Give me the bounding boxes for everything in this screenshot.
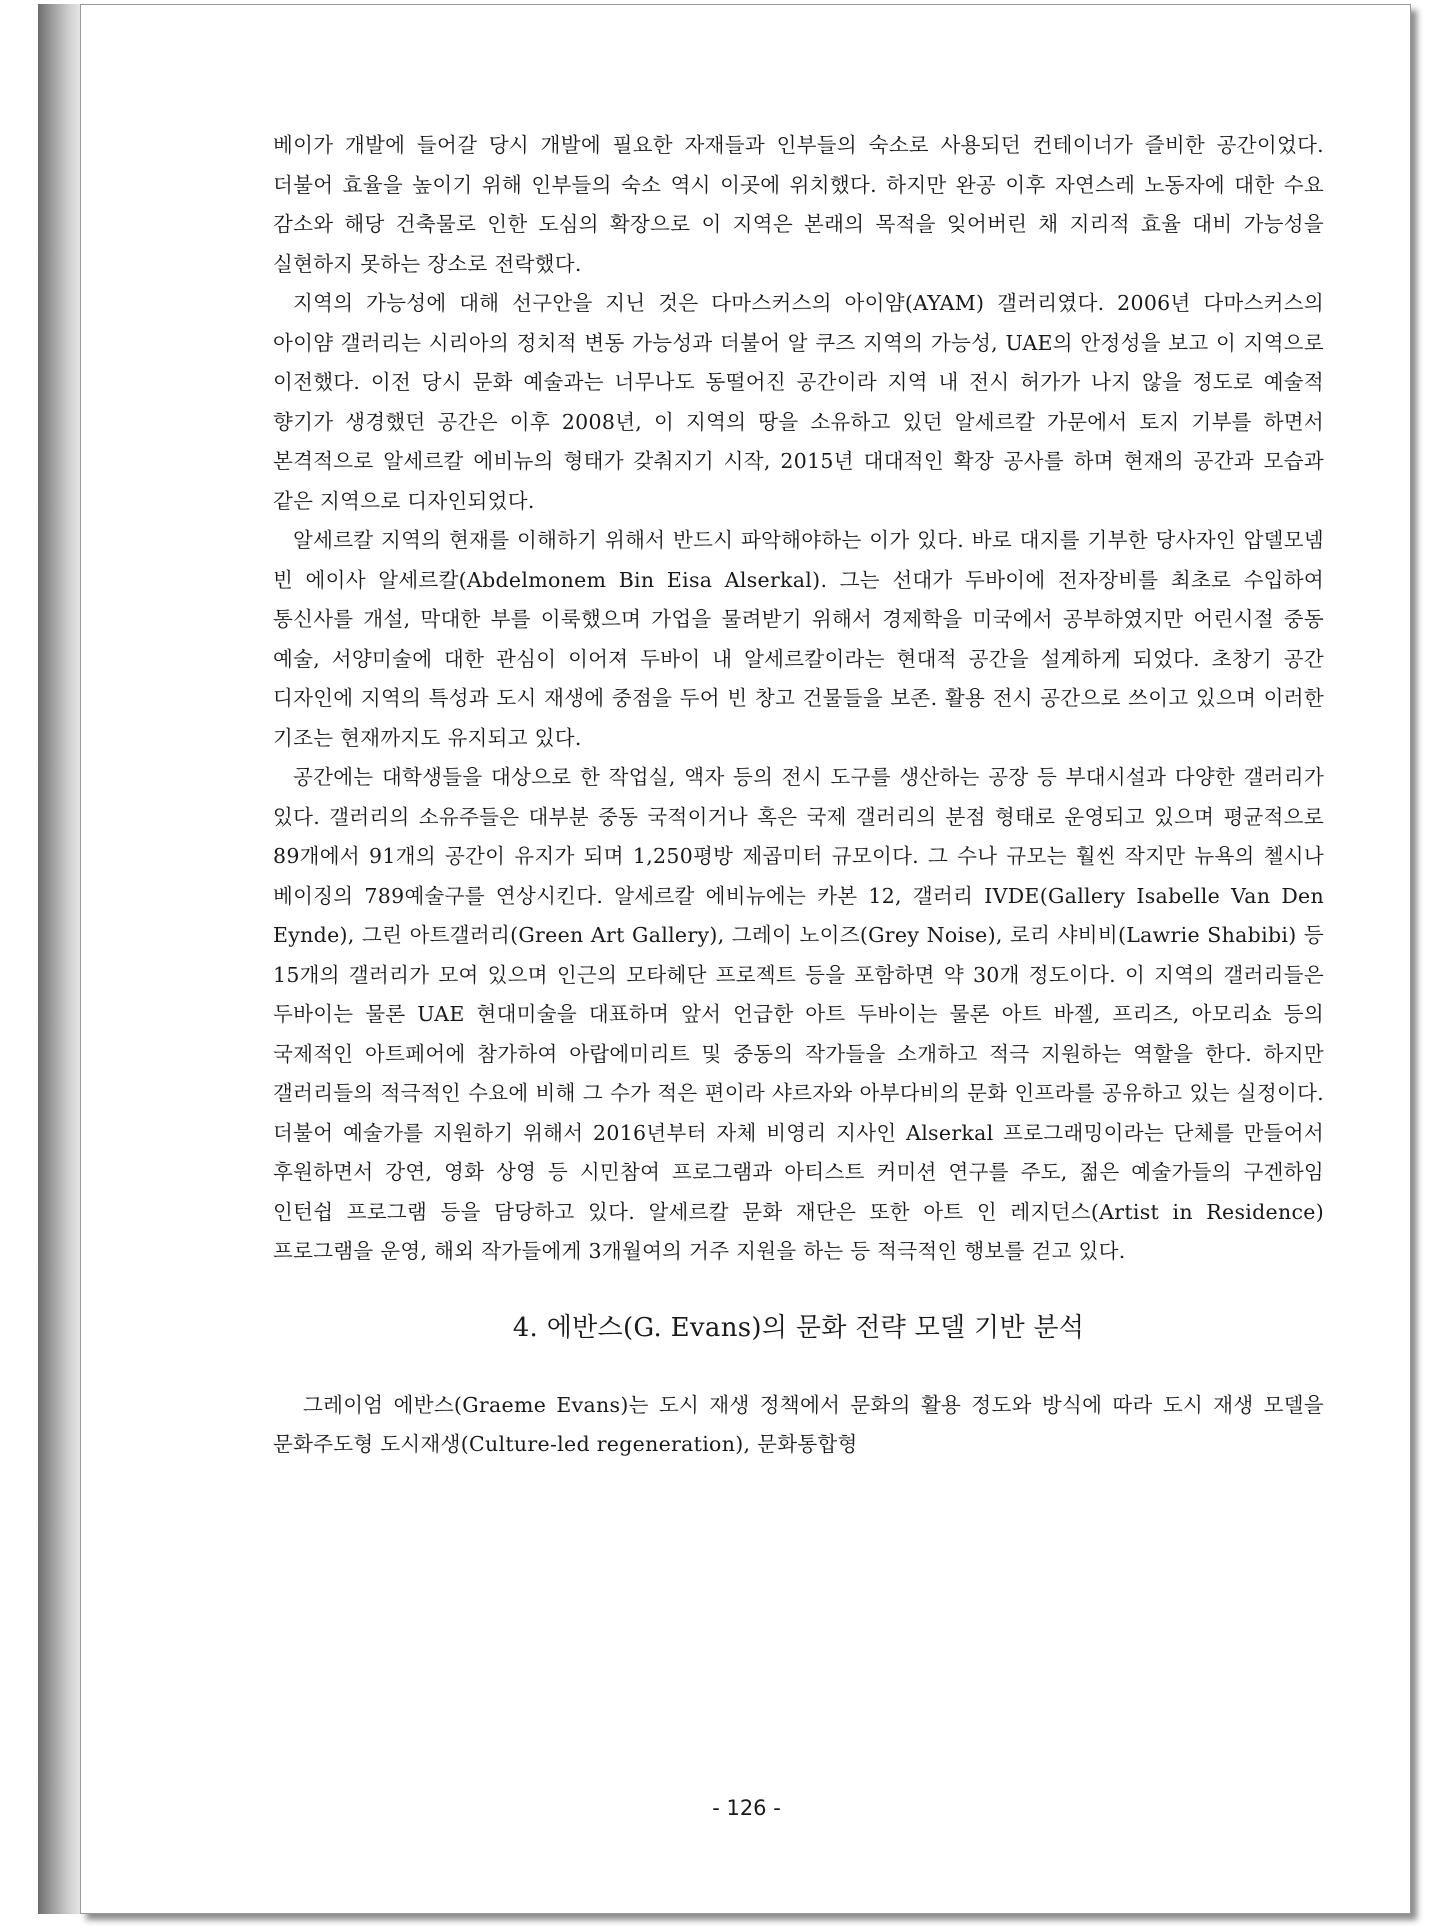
page-number: - 126 - (712, 1796, 781, 1820)
section-paragraph: 그레이엄 에반스(Graeme Evans)는 도시 재생 정책에서 문화의 활용 정도와 방식에 따라 도시 재생 모델을 문화주도형 도시재생(Culture-led regeneration), 문화통합형 (273, 1392, 1324, 1456)
book-spine (38, 4, 83, 1914)
body-text (273, 126, 1324, 1465)
document-page (80, 4, 1411, 1914)
paragraph-2: 지역의 가능성에 대해 선구안을 지닌 것은 다마스커스의 아이얌(AYAM) 갤러리였다. 2006년 다마스커스의 아이얌 갤러리는 시리아의 정치적 변동 가능성과 더불어 알 쿠즈 지역의 가능성, UAE의 안정성을 보고 이 지역으로 이전했다. 이전 당시 문화 예술과는 너무나도 동떨어진 공간이라 지역 내 전시 허가가 나지 않을 정도로 예술적 향기가 생경했던 공간은 이후 2008년, 이 지역의 땅을 소유하고 있던 알세르칼 가문에서 토지 기부를 하면서 본격적으로 알세르칼 에비뉴의 형태가 갖춰지기 시작, 2015년 대대적인 확장 공사를 하며 현재의 공간과 모습과 같은 지역으로 디자인되었다. (273, 291, 1324, 513)
paragraph-4: 공간에는 대학생들을 대상으로 한 작업실, 액자 등의 전시 도구를 생산하는 공장 등 부대시설과 다양한 갤러리가 있다. 갤러리의 소유주들은 대부분 중동 국적이거나 혹은 국제 갤러리의 분점 형태로 운영되고 있으며 평균적으로 89개에서 91개의 공간이 유지가 되며 1,250평방 제곱미터 규모이다. 그 수나 규모는 훨씬 작지만 뉴욕의 첼시나 베이징의 789예술구를 연상시킨다. 알세르칼 에비뉴에는 카본 12, 갤러리 IVDE(Gallery Isabelle Van Den Eynde), 그린 아트갤러리(Green Art Gallery), 그레이 노이즈(Grey Noise), 로리 샤비비(Lawrie Shabibi) 등 15개의 갤러리가 모여 있으며 인근의 모타헤단 프로젝트 등을 포함하면 약 30개 정도이다. 이 지역의 갤러리들은 두바이는 물론 UAE 현대미술을 대표하며 앞서 언급한 아트 두바이는 물론 아트 바젤, 프리즈, 아모리쇼 등의 국제적인 아트페어에 참가하여 아랍에미리트 및 중동의 작가들을 소개하고 적극 지원하는 역할을 한다. 하지만 갤러리들의 적극적인 수요에 비해 그 수가 적은 편이라 샤르자와 아부다비의 문화 인프라를 공유하고 있는 실정이다. 더불어 예술가를 지원하기 위해서 2016년부터 자체 비영리 지사인 Alserkal 프로그래밍이라는 단체를 만들어서 후원하면서 강연, 영화 상영 등 시민참여 프로그램과 아티스트 커미션 연구를 주도, 젊은 예술가들의 구겐하임 인턴쉽 프로그램 등을 담당하고 있다. 알세르칼 문화 재단은 또한 아트 인 레지던스(Artist in Residence)프로그램을 운영, 해외 작가들에게 3개월여의 거주 지원을 하는 등 적극적인 행보를 걷고 있다. (273, 765, 1324, 1263)
paragraph-3: 알세르칼 지역의 현재를 이해하기 위해서 반드시 파악해야하는 이가 있다. 바로 대지를 기부한 당사자인 압델모넴 빈 에이사 알세르칼(Abdelmonem Bin Eisa Alserkal). 그는 선대가 두바이에 전자장비를 최초로 수입하여 통신사를 개설, 막대한 부를 이룩했으며 가업을 물려받기 위해서 경제학을 미국에서 공부하였지만 어린시절 중동 예술, 서양미술에 대한 관심이 이어져 두바이 내 알세르칼이라는 현대적 공간을 설계하게 되었다. 초창기 공간 디자인에 지역의 특성과 도시 재생에 중점을 두어 빈 창고 건물들을 보존. 활용 전시 공간으로 쓰이고 있으며 이러한 기조는 현재까지도 유지되고 있다. (273, 528, 1324, 750)
section-heading: 4. 에반스(G. Evans)의 문화 전략 모델 기반 분석 (512, 1312, 1085, 1343)
paragraph-1: 베이가 개발에 들어갈 당시 개발에 필요한 자재들과 인부들의 숙소로 사용되던 컨테이너가 즐비한 공간이었다. 더불어 효율을 높이기 위해 인부들의 숙소 역시 이곳에 위치했다. 하지만 완공 이후 자연스레 노동자에 대한 수요 감소와 해당 건축물로 인한 도심의 확장으로 이 지역은 본래의 목적을 잊어버린 채 지리적 효율 대비 가능성을 실현하지 못하는 장소로 전락했다. (273, 133, 1324, 276)
